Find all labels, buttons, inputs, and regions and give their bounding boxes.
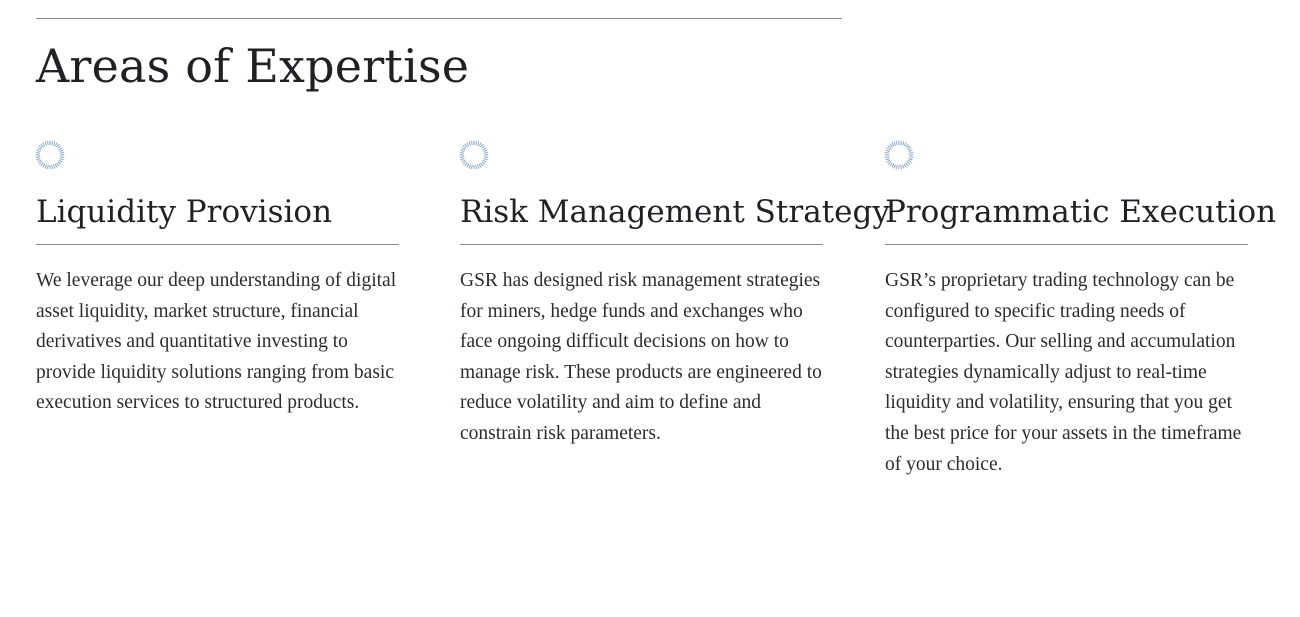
expertise-card-programmatic-execution xyxy=(885,140,1277,480)
dotted-ring-icon xyxy=(884,140,914,170)
dotted-ring-icon xyxy=(459,140,489,170)
expertise-card-liquidity-provision xyxy=(36,140,399,419)
card-description: We leverage our deep understanding of digital asset liquidity, market structure, financial derivatives and quantitative investing to provide liquidity solutions ranging from basic execution services to structured products. xyxy=(36,270,397,414)
card-divider xyxy=(36,244,399,245)
card-divider xyxy=(885,244,1248,245)
card-description: GSR has designed risk management strategies for miners, hedge funds and exchanges who face ongoing difficult decisions on how to manage risk. These products are engineered to reduce volatility and aim to define and constrain risk parameters. xyxy=(460,270,822,444)
card-description: GSR’s proprietary trading technology can be configured to specific trading needs of counterparties. Our selling and accumulation strategies dynamically adjust to real-time liquidity and volatility, ensuring that you get the best price for your assets in the timeframe of your choice. xyxy=(885,270,1242,475)
dotted-ring-icon xyxy=(35,140,65,170)
card-title: Liquidity Provision xyxy=(36,194,333,230)
expertise-card-risk-management-strategy xyxy=(460,140,890,450)
section-title: Areas of Expertise xyxy=(36,39,470,93)
card-title: Programmatic Execution xyxy=(885,194,1277,230)
card-title: Risk Management Strategy xyxy=(460,194,890,230)
card-divider xyxy=(460,244,823,245)
section-top-divider xyxy=(36,18,842,19)
